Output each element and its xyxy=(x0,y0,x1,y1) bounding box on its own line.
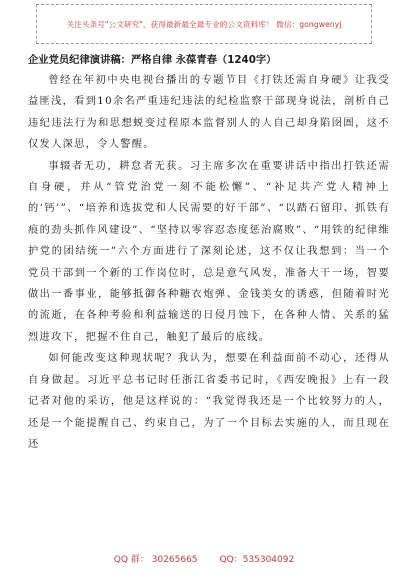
header-banner-text: 关注头条号"公文研究"，获得最新最全最专业的公文资料库！ 微信：gongwenyj xyxy=(66,19,342,29)
paragraph-1: 曾经在年初中央电视台播出的专题节目《打铁还需自身硬》让我受益匪浅，看到10余名严重违纪违法的纪检监察干部现身说法，剖析自己违纪违法行为和思想蜕变过程原本监督别人的人自己却身陷囹圄，这不仅发人深思，令人警醒。 xyxy=(28,75,390,151)
document-title: 企业党员纪律演讲稿：严格自律 永葆青春（1240字） xyxy=(28,54,277,66)
footer-qq: QQ：535304092 xyxy=(219,554,295,565)
document-page xyxy=(28,46,390,455)
paragraph-2: 事辍者无功，耕怠者无获。习主席多次在重要讲话中指出打铁还需自身硬，并从“管党治党一刻不能松懈”、“补足共产党人精神上的‘钙’”、“培养和选拔党和人民需要的好干部”、“以踏石留印、抓铁有痕的劲头抓作风建设”、“坚持以零容忍态度惩治腐败”、“用铁的纪律维护党的团结统一”六个方面进行了深刻论述，这不仅让我想到：当一个党员干部到一个新的工作岗位时，总是意气风发，准备大干一场，智要做出一番事业，能够抵御各种糖衣炮弹、金钱美女的诱惑，但随着时光的流逝，在各种考验和利益输送的日侵月蚀下，在各种人情、关系的猛烈进攻下，把握不住自己，触犯了最后的底线。 xyxy=(28,160,390,343)
footer xyxy=(0,546,408,570)
paragraph-3: 如何能改变这种现状呢？我认为，想要在利益面前不动心，还得从自身做起。习近平总书记时任浙江省委书记时，《西安晚报》上有一段记者对他的采访，他是这样说的：“我觉得我还是一个比较努力的人，还是一个能提醒自己、约束自己，为了一个目标去实施的人，而且现在还 xyxy=(28,353,390,450)
footer-qq-group: QQ 群： 30265665 xyxy=(113,554,198,565)
header-banner xyxy=(36,4,372,44)
